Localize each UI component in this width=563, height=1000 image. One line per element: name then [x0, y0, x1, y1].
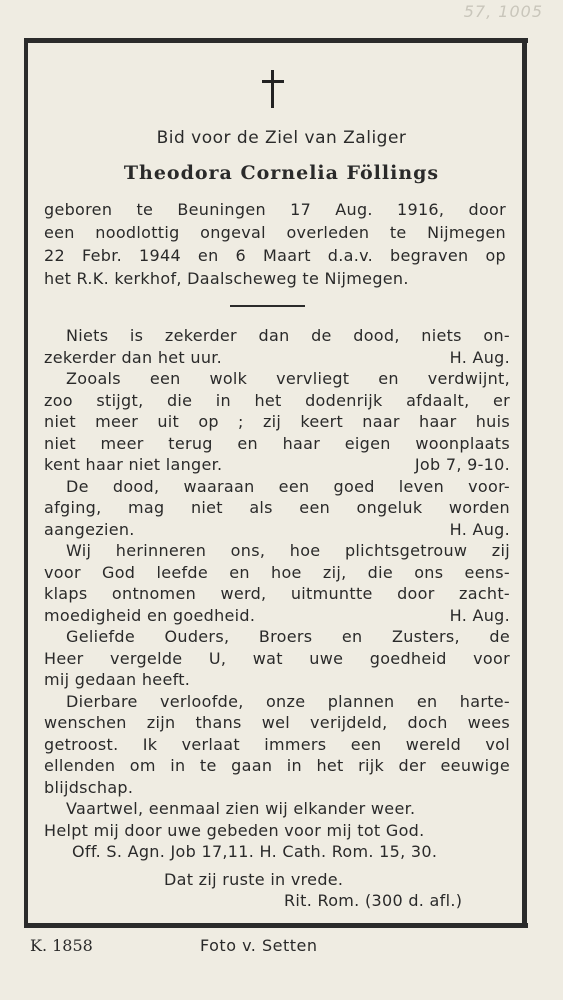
text-line: blijdschap.	[44, 777, 134, 797]
text-line: Zooals een wolk vervliegt en verdwijnt,	[66, 369, 510, 388]
text-line-content: aangezien.	[44, 519, 135, 539]
handwritten-note: 57, 1005	[463, 2, 543, 21]
border-bottom	[24, 923, 528, 928]
citation: H. Aug.	[449, 347, 510, 367]
citation: H. Aug.	[449, 605, 510, 625]
text-line: Wij herinneren ons, hoe plichtsgetrouw zij	[66, 541, 510, 560]
text-line: afging, mag niet als een ongeluk worden	[44, 498, 510, 517]
separator-line	[230, 305, 305, 307]
deceased-name: Theodora Cornelia Föllings	[123, 162, 440, 184]
cross-icon	[260, 70, 286, 110]
text-line: wenschen zijn thans wel verijdeld, doch wees	[44, 713, 510, 732]
bio-line: 22 Febr. 1944 en 6 Maart d.a.v. begraven op	[44, 246, 506, 265]
text-line: getroost. Ik verlaat immers een wereld vol	[44, 734, 510, 754]
bio-line: het R.K. kerkhof, Daalscheweg te Nijmegen.	[44, 269, 409, 288]
border-top	[24, 38, 528, 43]
text-line: Dat zij ruste in vrede.	[164, 869, 344, 889]
text-line: Rit. Rom. (300 d. afl.)	[284, 891, 463, 910]
text-line-content: moedigheid en goedheid.	[44, 605, 256, 625]
text-line	[44, 605, 510, 627]
text-line: Dierbare verloofde, onze plannen en harte-	[66, 691, 510, 711]
text-line: niet meer uit op ; zij keert naar haar huis	[44, 412, 510, 431]
card-code: K. 1858	[30, 936, 93, 955]
citation: Job 7, 9-10.	[414, 455, 510, 474]
text-line: De dood, waaraan een goed leven voor-	[66, 476, 510, 496]
text-line: zoo stijgt, die in het dodenrijk afdaalt, er	[44, 390, 510, 410]
text-line: Geliefde Ouders, Broers en Zusters, de	[66, 627, 510, 646]
text-line: mij gedaan heeft.	[44, 670, 191, 689]
text-line: Helpt mij door uwe gebeden voor mij tot God.	[44, 820, 425, 840]
text-line-content: zekerder dan het uur.	[44, 347, 223, 367]
text-line	[44, 519, 510, 541]
text-line: Off. S. Agn. Job 17,11. H. Cath. Rom. 15, 30.	[72, 842, 438, 861]
text-line	[44, 347, 510, 369]
text-line: Vaartwel, eenmaal zien wij elkander weer.	[66, 799, 416, 818]
biography	[44, 198, 506, 290]
bio-line: geboren te Beuningen 17 Aug. 1916, door	[44, 200, 506, 219]
text-line: ellenden om in te gaan in het rijk der eeuwige	[44, 756, 510, 775]
photo-credit: Foto v. Setten	[200, 936, 318, 955]
prayer-text	[44, 325, 510, 912]
text-line: Niets is zekerder dan de dood, niets on-	[66, 326, 510, 345]
text-line-content: kent haar niet langer.	[44, 455, 223, 474]
intro-text: Bid voor de Ziel van Zaliger	[156, 128, 407, 148]
citation: H. Aug.	[449, 519, 510, 539]
text-line	[44, 454, 510, 476]
text-line: voor God leefde en hoe zij, die ons eens-	[44, 562, 510, 582]
text-line: Heer vergelde U, wat uwe goedheid voor	[44, 648, 510, 668]
bio-line: een noodlottig ongeval overleden te Nijmegen	[44, 223, 506, 242]
text-line: klaps ontnomen werd, uitmuntte door zacht-	[44, 584, 510, 603]
text-line: niet meer terug en haar eigen woonplaats	[44, 433, 510, 453]
